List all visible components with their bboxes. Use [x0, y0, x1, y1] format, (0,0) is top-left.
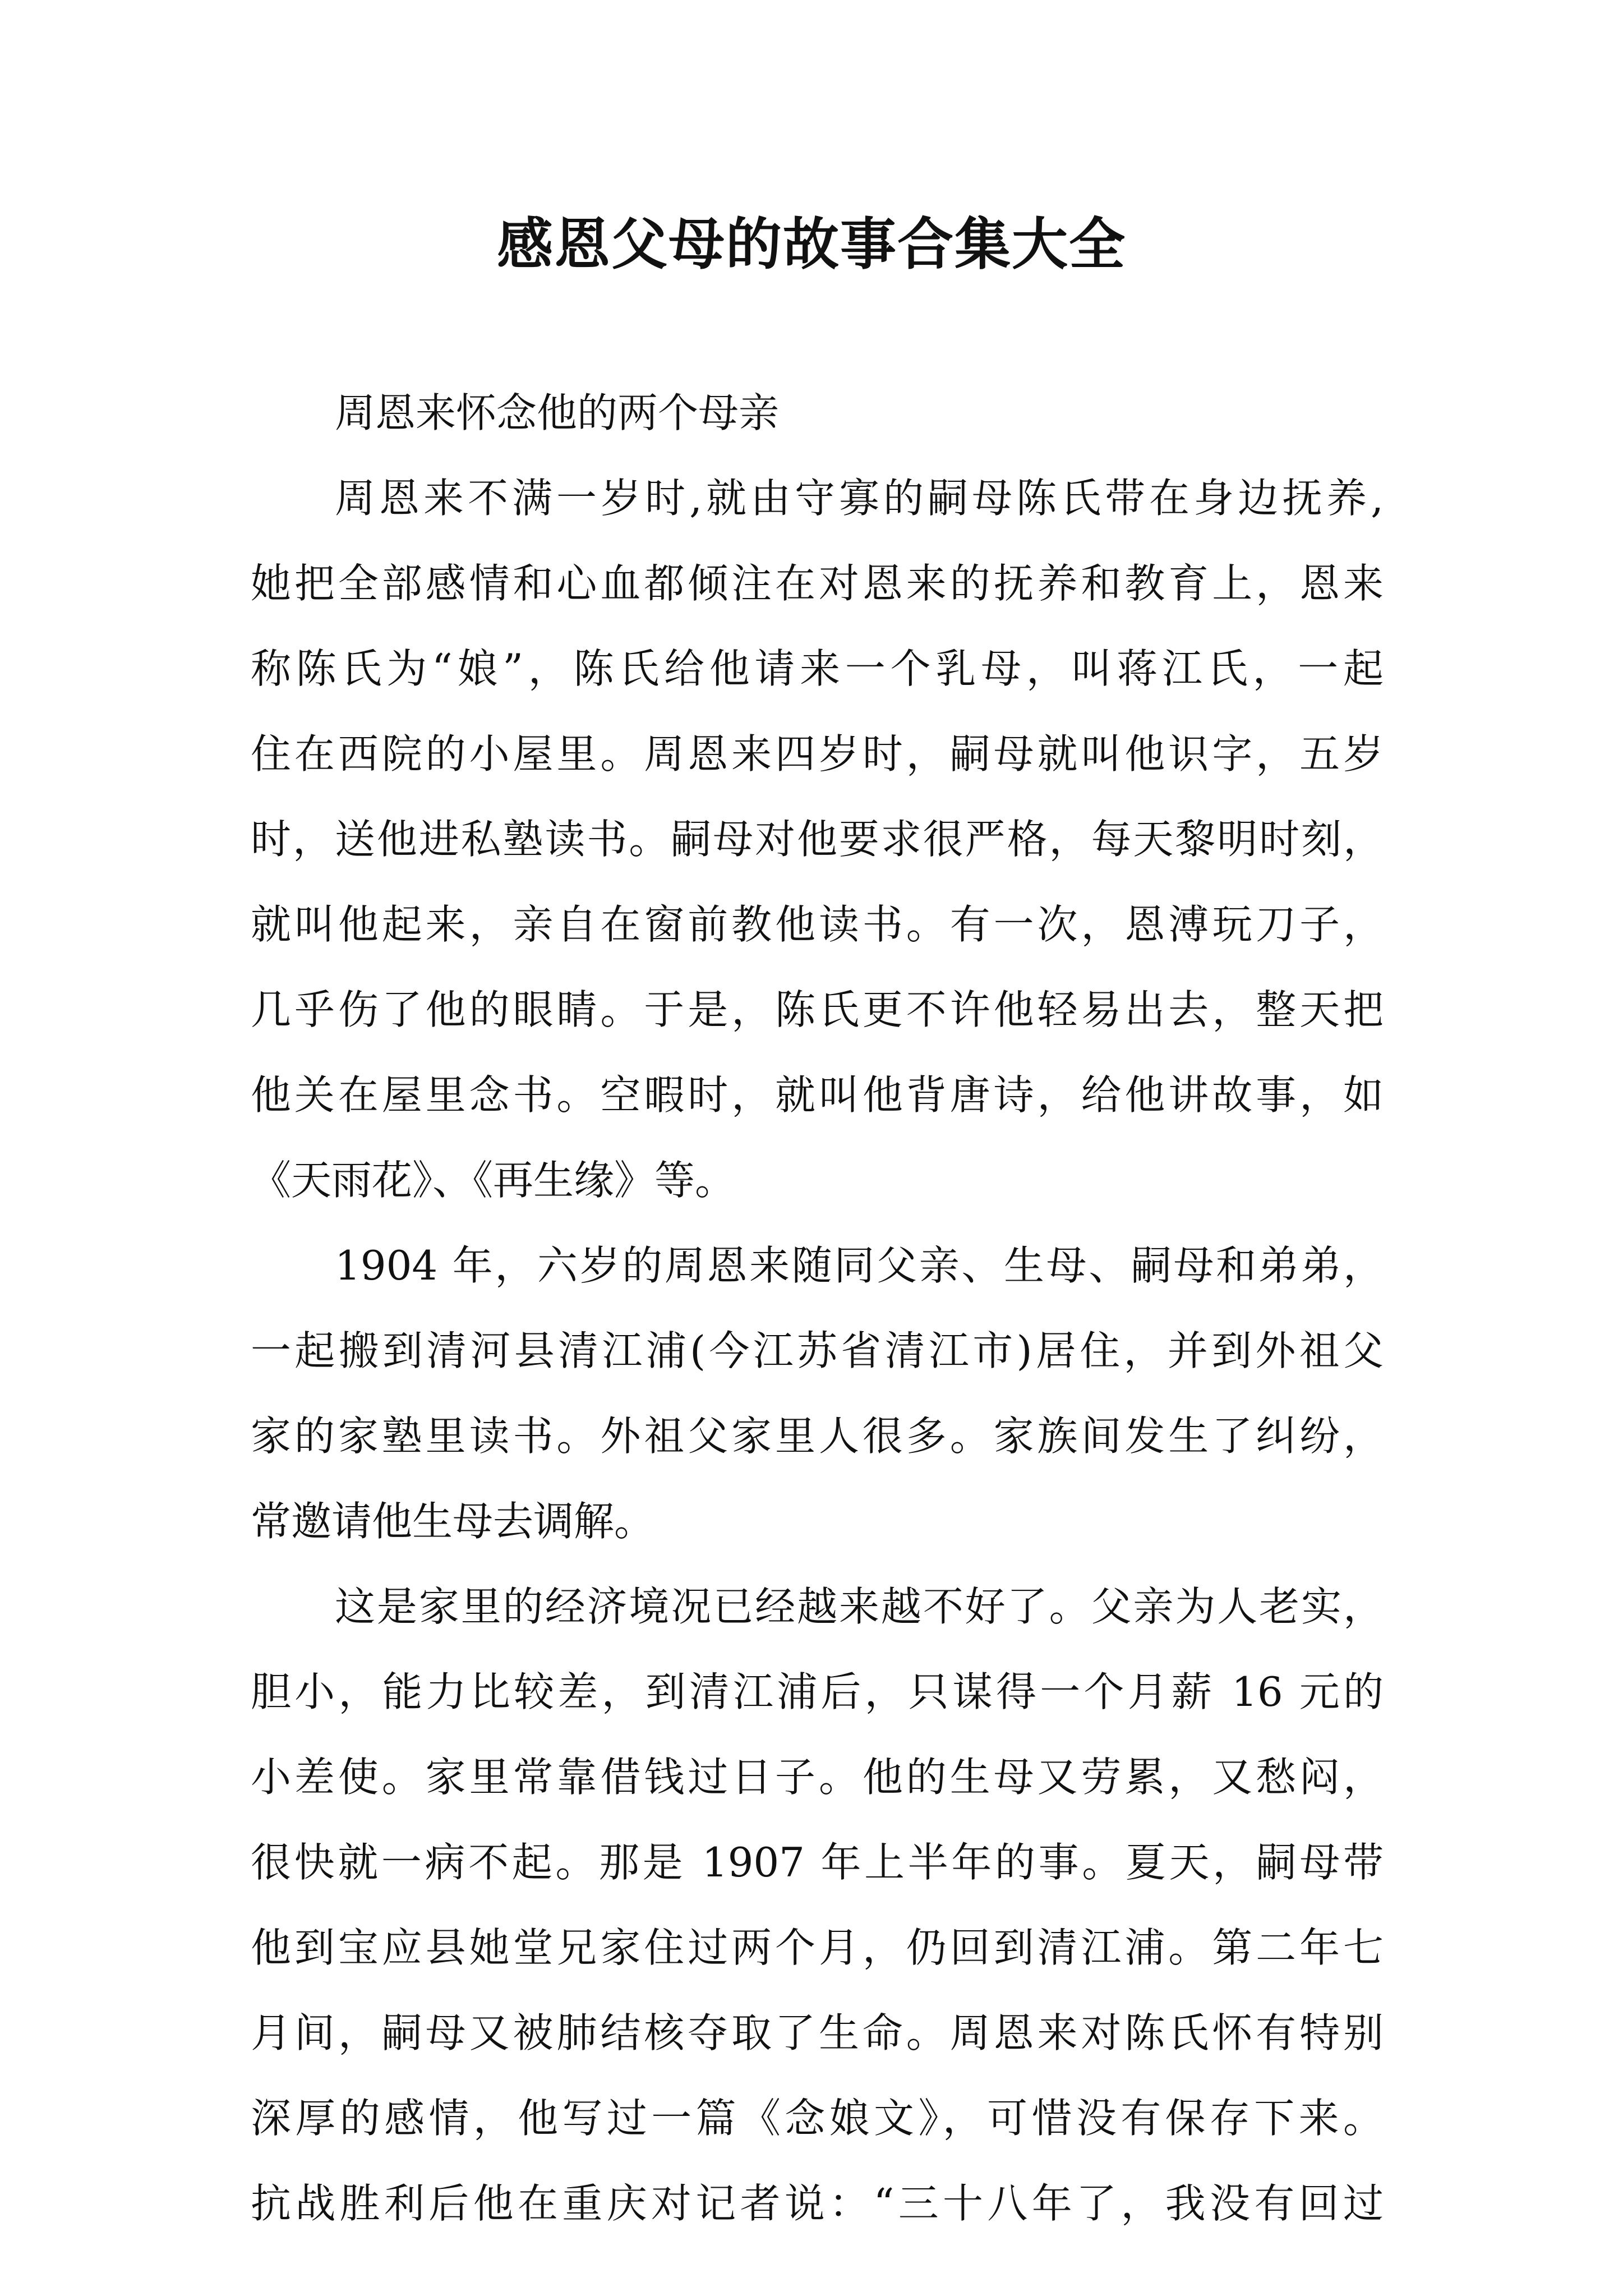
paragraph-line: 月间，嗣母又被肺结核夺取了生命。周恩来对陈氏怀有特别 — [251, 2009, 1384, 2056]
paragraph-line: 抗战胜利后他在重庆对记者说：“三十八年了，我没有回过 — [251, 2180, 1384, 2227]
paragraph-line: 一起搬到清河县清江浦(今江苏省清江市)居住，并到外祖父 — [251, 1327, 1384, 1374]
paragraph-line: 1904 年，六岁的周恩来随同父亲、生母、嗣母和弟弟， — [335, 1242, 1384, 1289]
paragraph-line: 这是家里的经济境况已经越来越不好了。父亲为人老实， — [335, 1583, 1384, 1630]
paragraph-line: 他关在屋里念书。空暇时，就叫他背唐诗，给他讲故事，如 — [251, 1071, 1384, 1119]
paragraph-line: 常邀请他生母去调解。 — [251, 1498, 655, 1545]
paragraph-line: 他到宝应县她堂兄家住过两个月，仍回到清江浦。第二年七 — [251, 1924, 1384, 1971]
document-title: 感恩父母的故事合集大全 — [497, 211, 1126, 277]
document-body — [251, 370, 1384, 2246]
paragraph-line: 《天雨花》、《再生缘》等。 — [251, 1157, 736, 1204]
paragraph-line: 住在西院的小屋里。周恩来四岁时，嗣母就叫他识字，五岁 — [251, 730, 1384, 777]
section-heading: 周恩来怀念他的两个母亲 — [335, 389, 780, 436]
paragraph-line: 就叫他起来，亲自在窗前教他读书。有一次，恩溥玩刀子， — [251, 901, 1384, 948]
paragraph-line: 几乎伤了他的眼睛。于是，陈氏更不许他轻易出去，整天把 — [251, 986, 1384, 1033]
paragraph-line: 家的家塾里读书。外祖父家里人很多。家族间发生了纠纷， — [251, 1412, 1384, 1460]
paragraph-line: 称陈氏为“娘”，陈氏给他请来一个乳母，叫蒋江氏，一起 — [251, 645, 1384, 692]
paragraph-line: 胆小，能力比较差，到清江浦后，只谋得一个月薪 16 元的 — [251, 1668, 1384, 1715]
paragraph-line: 深厚的感情，他写过一篇《念娘文》，可惜没有保存下来。 — [251, 2095, 1384, 2142]
paragraph-line: 时，送他进私塾读书。嗣母对他要求很严格，每天黎明时刻， — [251, 816, 1384, 863]
paragraph-line: 她把全部感情和心血都倾注在对恩来的抚养和教育上，恩来 — [251, 560, 1384, 607]
paragraph-line: 小差使。家里常靠借钱过日子。他的生母又劳累，又愁闷， — [251, 1754, 1384, 1801]
paragraph-line: 周恩来不满一岁时,就由守寡的嗣母陈氏带在身边抚养, — [335, 475, 1384, 522]
paragraph-line: 很快就一病不起。那是 1907 年上半年的事。夏天，嗣母带 — [251, 1839, 1384, 1886]
